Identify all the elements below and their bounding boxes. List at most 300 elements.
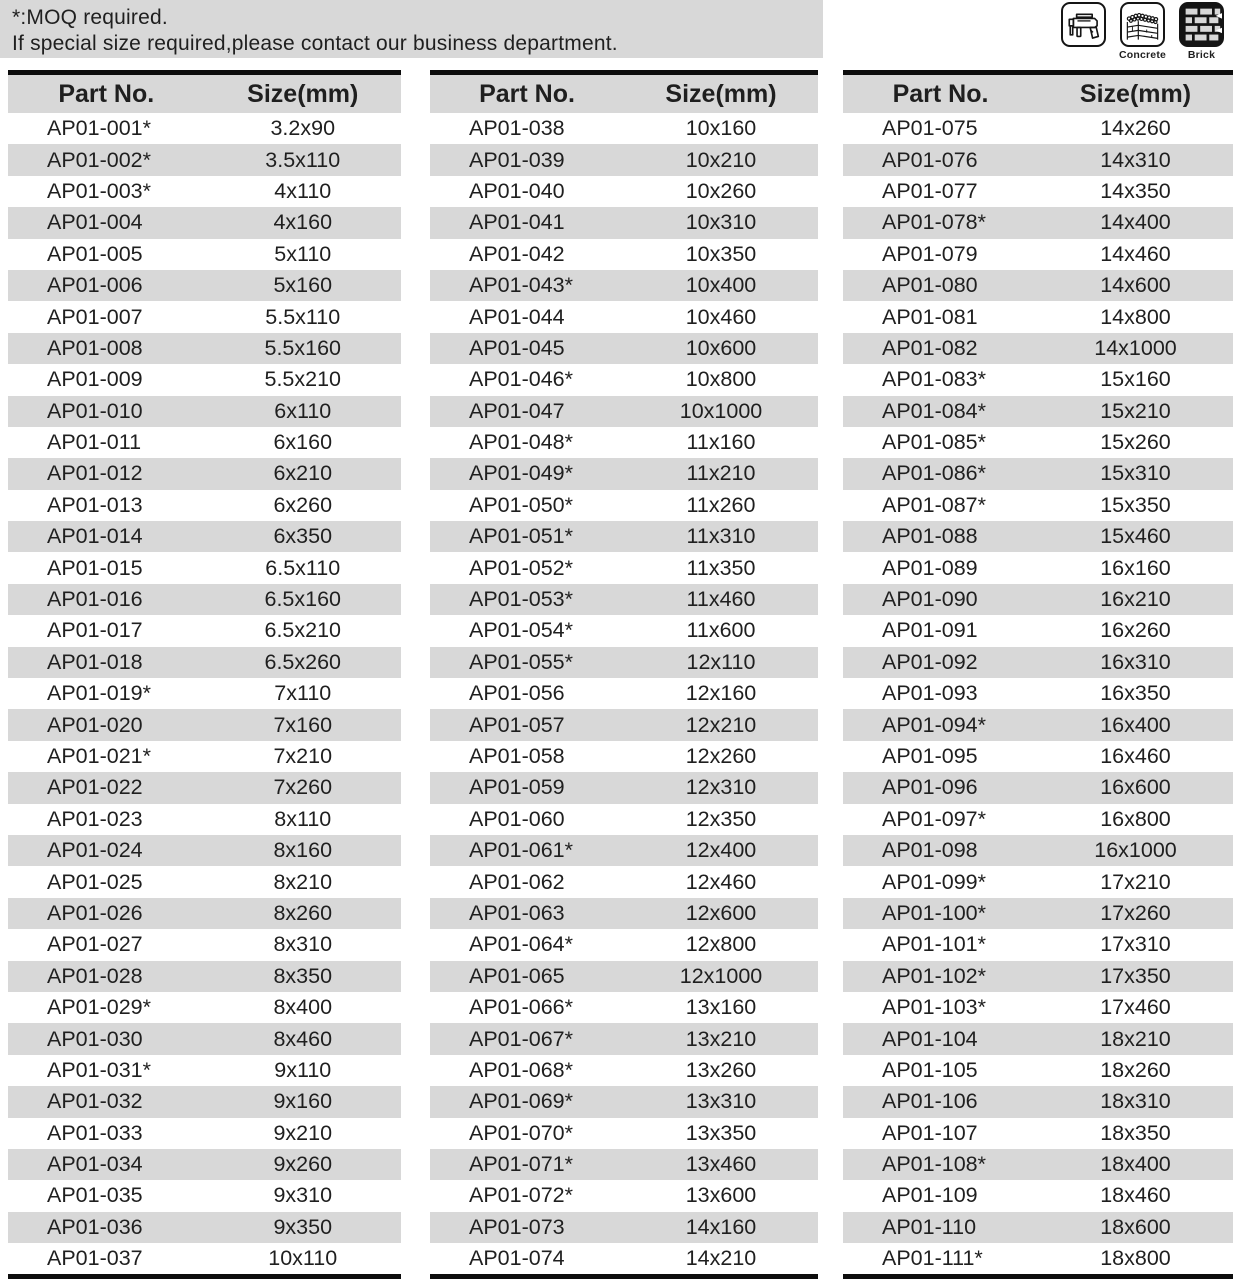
size-cell: 11x160 bbox=[686, 430, 756, 455]
part-no-cell: AP01-048* bbox=[469, 430, 573, 455]
part-no-cell: AP01-043* bbox=[469, 273, 573, 298]
size-cell: 10x160 bbox=[685, 116, 757, 141]
size-cell: 12x310 bbox=[685, 775, 757, 800]
size-cell: 4x160 bbox=[273, 210, 333, 235]
size-cell: 18x600 bbox=[1100, 1214, 1171, 1239]
concrete-label: Concrete bbox=[1118, 49, 1167, 61]
size-cell: 14x210 bbox=[685, 1246, 757, 1271]
table-row bbox=[843, 521, 1233, 552]
size-cell: 6x350 bbox=[273, 524, 333, 549]
part-no-cell: AP01-013 bbox=[47, 492, 143, 517]
table-row bbox=[430, 992, 818, 1023]
part-no-cell: AP01-036 bbox=[47, 1214, 143, 1239]
table-row bbox=[843, 678, 1233, 709]
table-row bbox=[843, 176, 1233, 207]
size-cell: 18x210 bbox=[1100, 1026, 1171, 1051]
size-cell: 9x350 bbox=[273, 1214, 333, 1239]
table-row bbox=[430, 709, 818, 740]
part-no-cell: AP01-064* bbox=[469, 932, 573, 957]
table-row bbox=[8, 333, 401, 364]
size-cell: 16x1000 bbox=[1094, 838, 1177, 863]
table-row bbox=[430, 113, 818, 144]
size-cell: 14x800 bbox=[1100, 304, 1171, 329]
size-cell: 16x600 bbox=[1100, 775, 1171, 800]
part-no-header: Part No. bbox=[58, 79, 155, 108]
table-body bbox=[8, 113, 401, 1274]
part-no-cell: AP01-033 bbox=[47, 1120, 143, 1145]
part-no-cell: AP01-020 bbox=[47, 712, 143, 737]
part-no-cell: AP01-060 bbox=[469, 806, 565, 831]
table-row bbox=[430, 929, 818, 960]
table-row bbox=[430, 552, 818, 583]
table-row bbox=[8, 427, 401, 458]
size-cell: 6x260 bbox=[273, 492, 333, 517]
table-row bbox=[8, 1055, 401, 1086]
size-cell: 14x600 bbox=[1100, 273, 1171, 298]
part-no-cell: AP01-044 bbox=[469, 304, 565, 329]
size-cell: 8x400 bbox=[273, 995, 333, 1020]
table-row bbox=[843, 1086, 1233, 1117]
size-cell: 12x600 bbox=[685, 900, 757, 925]
table-row bbox=[430, 615, 818, 646]
table-row bbox=[430, 364, 818, 395]
part-no-cell: AP01-094* bbox=[882, 712, 986, 737]
table-row bbox=[8, 521, 401, 552]
part-no-header: Part No. bbox=[892, 79, 989, 108]
table-row bbox=[8, 458, 401, 489]
size-cell: 17x460 bbox=[1100, 995, 1171, 1020]
part-no-cell: AP01-098 bbox=[882, 838, 978, 863]
parts-table-2 bbox=[430, 70, 818, 1279]
part-no-cell: AP01-099* bbox=[882, 869, 986, 894]
table-row bbox=[8, 396, 401, 427]
table-row bbox=[8, 301, 401, 332]
table-row bbox=[430, 866, 818, 897]
part-no-cell: AP01-104 bbox=[882, 1026, 978, 1051]
part-no-cell: AP01-085* bbox=[882, 430, 986, 455]
part-no-cell: AP01-045 bbox=[469, 335, 565, 360]
size-cell: 9x210 bbox=[273, 1120, 333, 1145]
size-cell: 11x350 bbox=[686, 555, 756, 580]
size-cell: 12x210 bbox=[685, 712, 757, 737]
table-body bbox=[843, 113, 1233, 1274]
size-cell: 16x260 bbox=[1100, 618, 1171, 643]
part-no-cell: AP01-029* bbox=[47, 995, 151, 1020]
drill-label-spacer bbox=[1082, 49, 1085, 61]
table-row bbox=[843, 898, 1233, 929]
size-header: Size(mm) bbox=[247, 79, 359, 108]
table-row bbox=[430, 396, 818, 427]
part-no-cell: AP01-027 bbox=[47, 932, 143, 957]
table-row bbox=[430, 678, 818, 709]
size-cell: 5x110 bbox=[274, 241, 332, 266]
part-no-cell: AP01-068* bbox=[469, 1057, 573, 1082]
size-cell: 11x310 bbox=[686, 524, 756, 549]
size-cell: 6.5x160 bbox=[264, 587, 341, 612]
brick-icon bbox=[1179, 2, 1224, 47]
part-no-cell: AP01-111* bbox=[882, 1246, 983, 1271]
table-row bbox=[8, 207, 401, 238]
part-no-cell: AP01-087* bbox=[882, 492, 986, 517]
table-row bbox=[8, 1023, 401, 1054]
size-header: Size(mm) bbox=[1079, 79, 1192, 108]
table-row bbox=[430, 647, 818, 678]
size-cell: 12x400 bbox=[685, 838, 757, 863]
table-row bbox=[843, 1118, 1233, 1149]
part-no-cell: AP01-088 bbox=[882, 524, 978, 549]
part-no-cell: AP01-025 bbox=[47, 869, 143, 894]
part-no-cell: AP01-095 bbox=[882, 744, 978, 768]
table-row bbox=[843, 239, 1233, 270]
table-row bbox=[430, 301, 818, 332]
size-cell: 12x350 bbox=[685, 806, 757, 831]
table-row bbox=[430, 898, 818, 929]
size-cell: 15x460 bbox=[1100, 524, 1171, 549]
part-no-cell: AP01-074 bbox=[469, 1246, 565, 1271]
part-no-cell: AP01-042 bbox=[469, 241, 565, 266]
size-cell: 18x800 bbox=[1100, 1246, 1171, 1271]
table-row bbox=[843, 333, 1233, 364]
size-cell: 8x260 bbox=[273, 900, 333, 925]
part-no-cell: AP01-037 bbox=[47, 1246, 143, 1271]
hammer-drill-icon bbox=[1061, 2, 1106, 47]
size-cell: 14x350 bbox=[1100, 178, 1171, 203]
table-row bbox=[8, 1212, 401, 1243]
part-no-cell: AP01-093 bbox=[882, 681, 978, 706]
part-no-cell: AP01-102* bbox=[882, 963, 986, 988]
table-row bbox=[843, 207, 1233, 238]
part-no-cell: AP01-014 bbox=[47, 524, 143, 549]
table-row bbox=[8, 992, 401, 1023]
size-cell: 13x160 bbox=[685, 995, 757, 1020]
size-cell: 14x310 bbox=[1100, 147, 1171, 172]
size-cell: 3.5x110 bbox=[265, 147, 341, 172]
size-cell: 7x160 bbox=[273, 712, 333, 737]
table-row bbox=[8, 1243, 401, 1274]
table-row bbox=[430, 490, 818, 521]
part-no-cell: AP01-055* bbox=[469, 649, 573, 674]
size-cell: 5.5x160 bbox=[264, 335, 341, 360]
size-cell: 12x800 bbox=[685, 932, 757, 957]
size-cell: 11x600 bbox=[686, 618, 756, 643]
part-no-cell: AP01-101* bbox=[882, 932, 986, 957]
part-no-cell: AP01-077 bbox=[882, 178, 978, 203]
part-no-cell: AP01-073 bbox=[469, 1214, 565, 1239]
table-header-row bbox=[8, 75, 401, 113]
part-no-cell: AP01-008 bbox=[47, 335, 143, 360]
size-cell: 11x210 bbox=[686, 461, 756, 486]
size-cell: 13x350 bbox=[685, 1120, 757, 1145]
part-no-cell: AP01-038 bbox=[469, 116, 565, 141]
part-no-cell: AP01-110 bbox=[882, 1214, 977, 1239]
size-cell: 12x1000 bbox=[679, 963, 763, 988]
part-no-cell: AP01-010 bbox=[47, 398, 143, 423]
size-cell: 4x110 bbox=[274, 178, 332, 203]
part-no-cell: AP01-089 bbox=[882, 555, 978, 580]
part-no-cell: AP01-100* bbox=[882, 900, 986, 925]
part-no-cell: AP01-056 bbox=[469, 681, 565, 706]
part-no-cell: AP01-030 bbox=[47, 1026, 143, 1051]
size-cell: 16x210 bbox=[1100, 587, 1171, 612]
table-row bbox=[430, 521, 818, 552]
table-row bbox=[8, 239, 401, 270]
size-cell: 17x210 bbox=[1100, 869, 1171, 894]
table-row bbox=[8, 1149, 401, 1180]
concrete-icon-group bbox=[1119, 2, 1166, 61]
table-row bbox=[8, 929, 401, 960]
part-no-cell: AP01-066* bbox=[469, 995, 573, 1020]
size-cell: 14x260 bbox=[1100, 116, 1171, 141]
part-no-cell: AP01-011 bbox=[47, 430, 142, 455]
size-cell: 9x160 bbox=[273, 1089, 333, 1114]
size-cell: 6.5x210 bbox=[264, 618, 341, 643]
table-row bbox=[843, 709, 1233, 740]
size-cell: 14x1000 bbox=[1094, 335, 1177, 360]
size-cell: 7x260 bbox=[273, 775, 333, 800]
table-row bbox=[843, 113, 1233, 144]
table-row bbox=[430, 1149, 818, 1180]
table-row bbox=[843, 647, 1233, 678]
table-row bbox=[843, 1243, 1233, 1274]
table-row bbox=[8, 961, 401, 992]
table-row bbox=[843, 427, 1233, 458]
part-no-cell: AP01-069* bbox=[469, 1089, 573, 1114]
table-row bbox=[843, 270, 1233, 301]
part-no-cell: AP01-041 bbox=[469, 210, 565, 235]
parts-table-1 bbox=[8, 70, 401, 1279]
part-no-cell: AP01-103* bbox=[882, 995, 986, 1020]
size-cell: 14x460 bbox=[1100, 241, 1171, 266]
size-cell: 18x310 bbox=[1100, 1089, 1171, 1114]
part-no-cell: AP01-097* bbox=[882, 806, 986, 831]
part-no-cell: AP01-002* bbox=[47, 147, 151, 172]
size-cell: 9x310 bbox=[273, 1183, 333, 1208]
table-row bbox=[843, 1149, 1233, 1180]
table-row bbox=[430, 1055, 818, 1086]
size-cell: 15x260 bbox=[1100, 430, 1171, 455]
table-row bbox=[843, 741, 1233, 772]
table-row bbox=[843, 804, 1233, 835]
table-row bbox=[843, 1180, 1233, 1211]
table-header-row bbox=[430, 75, 818, 113]
part-no-cell: AP01-051* bbox=[469, 524, 573, 549]
size-cell: 18x350 bbox=[1100, 1120, 1171, 1145]
part-no-cell: AP01-059 bbox=[469, 775, 565, 800]
table-row bbox=[8, 804, 401, 835]
part-no-cell: AP01-001* bbox=[47, 116, 151, 141]
table-row bbox=[843, 490, 1233, 521]
size-cell: 14x400 bbox=[1100, 210, 1171, 235]
table-row bbox=[430, 333, 818, 364]
size-cell: 17x310 bbox=[1100, 932, 1171, 957]
table-row bbox=[8, 1118, 401, 1149]
part-no-cell: AP01-109 bbox=[882, 1183, 978, 1208]
note-line-special-size: If special size required,please contact our business department. bbox=[12, 32, 618, 55]
size-cell: 8x210 bbox=[273, 869, 333, 894]
size-cell: 7x210 bbox=[273, 744, 333, 768]
table-row bbox=[430, 1086, 818, 1117]
table-row bbox=[430, 584, 818, 615]
part-no-cell: AP01-082 bbox=[882, 335, 978, 360]
part-no-cell: AP01-035 bbox=[47, 1183, 143, 1208]
size-cell: 10x310 bbox=[685, 210, 757, 235]
part-no-cell: AP01-031* bbox=[47, 1057, 151, 1082]
size-cell: 9x260 bbox=[273, 1152, 333, 1177]
table-row bbox=[8, 647, 401, 678]
size-cell: 16x400 bbox=[1100, 712, 1171, 737]
size-cell: 8x110 bbox=[274, 806, 332, 831]
brick-label: Brick bbox=[1187, 49, 1216, 61]
table-row bbox=[430, 427, 818, 458]
table-row bbox=[843, 144, 1233, 175]
part-no-cell: AP01-012 bbox=[47, 461, 143, 486]
part-no-cell: AP01-080 bbox=[882, 273, 978, 298]
size-cell: 15x160 bbox=[1100, 367, 1171, 392]
part-no-cell: AP01-003* bbox=[47, 178, 151, 203]
size-cell: 10x350 bbox=[685, 241, 757, 266]
part-no-cell: AP01-024 bbox=[47, 838, 143, 863]
size-cell: 8x160 bbox=[273, 838, 333, 863]
part-no-cell: AP01-107 bbox=[882, 1120, 978, 1145]
size-cell: 16x350 bbox=[1100, 681, 1171, 706]
part-no-cell: AP01-078* bbox=[882, 210, 986, 235]
part-no-cell: AP01-017 bbox=[47, 618, 143, 643]
table-row bbox=[843, 364, 1233, 395]
table-row bbox=[430, 741, 818, 772]
table-row bbox=[8, 741, 401, 772]
part-no-cell: AP01-005 bbox=[47, 241, 143, 266]
table-row bbox=[8, 584, 401, 615]
part-no-cell: AP01-092 bbox=[882, 649, 978, 674]
note-line-moq: *:MOQ required. bbox=[12, 6, 168, 29]
moq-note bbox=[0, 0, 823, 58]
size-cell: 13x600 bbox=[685, 1183, 757, 1208]
size-cell: 10x800 bbox=[685, 367, 757, 392]
size-cell: 15x310 bbox=[1100, 461, 1171, 486]
table-row bbox=[8, 866, 401, 897]
part-no-cell: AP01-057 bbox=[469, 712, 565, 737]
part-no-cell: AP01-040 bbox=[469, 178, 565, 203]
size-cell: 5.5x110 bbox=[265, 304, 341, 329]
table-row bbox=[843, 866, 1233, 897]
size-cell: 8x460 bbox=[273, 1026, 333, 1051]
table-row bbox=[843, 992, 1233, 1023]
size-cell: 6x160 bbox=[273, 430, 333, 455]
table-row bbox=[430, 1212, 818, 1243]
table-row bbox=[843, 552, 1233, 583]
brick-icon-group bbox=[1178, 2, 1225, 61]
table-row bbox=[8, 176, 401, 207]
size-cell: 10x460 bbox=[685, 304, 757, 329]
size-cell: 9x110 bbox=[274, 1057, 332, 1082]
size-cell: 5x160 bbox=[273, 273, 333, 298]
table-row bbox=[843, 772, 1233, 803]
application-icons bbox=[1060, 2, 1225, 61]
part-no-cell: AP01-084* bbox=[882, 398, 986, 423]
part-no-cell: AP01-076 bbox=[882, 147, 978, 172]
size-cell: 15x350 bbox=[1100, 492, 1171, 517]
size-cell: 10x1000 bbox=[679, 398, 763, 423]
part-no-cell: AP01-022 bbox=[47, 775, 143, 800]
table-row bbox=[430, 1180, 818, 1211]
table-row bbox=[843, 584, 1233, 615]
size-cell: 11x460 bbox=[686, 587, 756, 612]
size-cell: 6x210 bbox=[273, 461, 333, 486]
table-row bbox=[430, 772, 818, 803]
part-no-cell: AP01-065 bbox=[469, 963, 565, 988]
part-no-header: Part No. bbox=[479, 79, 575, 108]
size-header: Size(mm) bbox=[665, 79, 777, 108]
part-no-cell: AP01-071* bbox=[469, 1152, 573, 1177]
table-row bbox=[430, 804, 818, 835]
table-row bbox=[8, 552, 401, 583]
size-cell: 10x400 bbox=[685, 273, 757, 298]
size-cell: 10x260 bbox=[685, 178, 757, 203]
size-cell: 12x260 bbox=[685, 744, 757, 768]
table-row bbox=[843, 458, 1233, 489]
table-row bbox=[8, 144, 401, 175]
part-no-cell: AP01-046* bbox=[469, 367, 573, 392]
part-no-cell: AP01-034 bbox=[47, 1152, 143, 1177]
part-no-cell: AP01-096 bbox=[882, 775, 978, 800]
page-header bbox=[0, 0, 1235, 70]
table-row bbox=[843, 396, 1233, 427]
size-cell: 12x460 bbox=[685, 869, 757, 894]
size-cell: 16x800 bbox=[1100, 806, 1171, 831]
table-row bbox=[8, 678, 401, 709]
part-no-cell: AP01-067* bbox=[469, 1026, 573, 1051]
part-no-cell: AP01-006 bbox=[47, 273, 143, 298]
part-no-cell: AP01-049* bbox=[469, 461, 573, 486]
part-no-cell: AP01-091 bbox=[882, 618, 978, 643]
table-row bbox=[8, 835, 401, 866]
size-cell: 12x160 bbox=[685, 681, 757, 706]
table-row bbox=[430, 458, 818, 489]
part-no-cell: AP01-052* bbox=[469, 555, 573, 580]
table-row bbox=[8, 490, 401, 521]
table-row bbox=[430, 961, 818, 992]
drill-icon-group bbox=[1060, 2, 1107, 61]
table-row bbox=[8, 113, 401, 144]
part-no-cell: AP01-063 bbox=[469, 900, 565, 925]
size-cell: 12x110 bbox=[686, 649, 756, 674]
table-row bbox=[8, 709, 401, 740]
part-no-cell: AP01-072* bbox=[469, 1183, 573, 1208]
part-no-cell: AP01-054* bbox=[469, 618, 573, 643]
table-row bbox=[843, 929, 1233, 960]
size-cell: 17x350 bbox=[1100, 963, 1171, 988]
size-cell: 15x210 bbox=[1100, 398, 1171, 423]
part-no-cell: AP01-106 bbox=[882, 1089, 978, 1114]
size-cell: 14x160 bbox=[685, 1214, 757, 1239]
table-row bbox=[8, 1086, 401, 1117]
part-no-cell: AP01-086* bbox=[882, 461, 986, 486]
part-no-cell: AP01-070* bbox=[469, 1120, 573, 1145]
size-cell: 16x160 bbox=[1100, 555, 1171, 580]
size-cell: 6x110 bbox=[274, 398, 332, 423]
table-row bbox=[8, 615, 401, 646]
part-no-cell: AP01-081 bbox=[882, 304, 978, 329]
table-row bbox=[843, 1023, 1233, 1054]
part-no-cell: AP01-039 bbox=[469, 147, 565, 172]
part-no-cell: AP01-090 bbox=[882, 587, 978, 612]
table-row bbox=[843, 615, 1233, 646]
part-no-cell: AP01-047 bbox=[469, 398, 565, 423]
part-no-cell: AP01-009 bbox=[47, 367, 143, 392]
part-no-cell: AP01-083* bbox=[882, 367, 986, 392]
size-cell: 8x350 bbox=[273, 963, 333, 988]
part-no-cell: AP01-032 bbox=[47, 1089, 143, 1114]
